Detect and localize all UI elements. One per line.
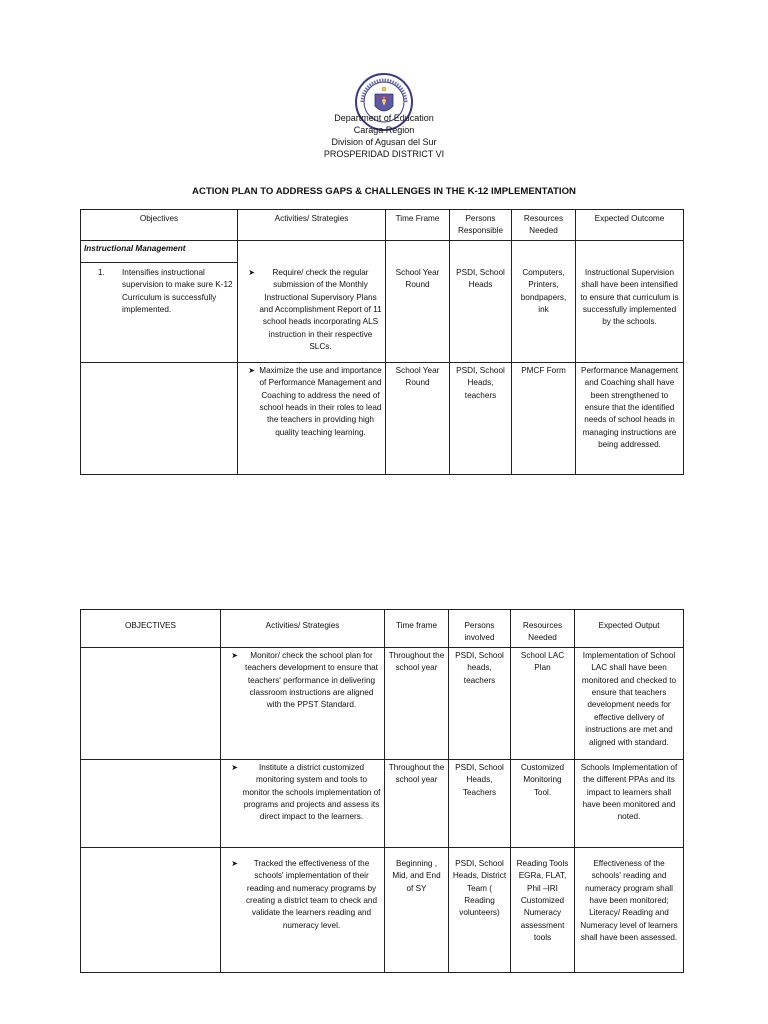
resources-cell: Computers, Printers, bondpapers, ink xyxy=(512,240,576,362)
header-region: Caraga Region xyxy=(353,125,415,135)
document-title: ACTION PLAN TO ADDRESS GAPS & CHALLENGES IN THE K-12 IMPLEMENTATION xyxy=(192,186,576,197)
table-row xyxy=(81,759,684,847)
persons-cell: PSDI, School heads, teachers xyxy=(449,647,511,759)
outcome-cell: Schools Implementation of the different PPAs and its impact to learners shall have been monitored and noted. xyxy=(575,759,684,847)
header-district: PROSPERIDAD DISTRICT VI xyxy=(323,149,445,159)
arrow-bullet-icon: ➤ xyxy=(231,858,238,868)
header-outcome: Expected Outcome xyxy=(576,210,684,241)
objective-cell xyxy=(81,647,221,759)
header-objectives: OBJECTIVES xyxy=(81,610,221,648)
time-frame-cell: School Year Round xyxy=(386,362,450,474)
time-frame-cell: Throughout the school year xyxy=(385,647,449,759)
outcome-cell: Implementation of School LAC shall have been monitored and checked to ensure that teachers development needs for effective delivery of instructions are met and aligned with standard. xyxy=(575,647,684,759)
header-resources: Resources Needed xyxy=(511,610,575,648)
persons-cell: PSDI, School Heads, teachers xyxy=(450,362,512,474)
time-frame-cell: School Year Round xyxy=(386,240,450,362)
header-time-frame: Time frame xyxy=(385,610,449,648)
resources-cell: School LAC Plan xyxy=(511,647,575,759)
header-time-frame: Time Frame xyxy=(386,210,450,241)
activity-cell: ➤ Require/ check the regular submission of the Monthly Instructional Supervisory Plans and Accomplishment Report of 11 school heads incorporating ALS instruction in their respective SLCs. xyxy=(238,240,386,362)
action-plan-table-1 xyxy=(80,209,684,475)
header-department: Department of Education xyxy=(334,113,434,123)
objective-cell xyxy=(81,847,221,972)
header-activities: Activities/ Strategies xyxy=(238,210,386,241)
time-frame-cell: Beginning , Mid, and End of SY xyxy=(385,847,449,972)
category-label: Instructional Management xyxy=(81,240,238,262)
arrow-bullet-icon: ➤ xyxy=(231,762,238,772)
header-resources: Resources Needed xyxy=(512,210,576,241)
table-header-row xyxy=(81,610,684,648)
resources-cell: PMCF Form xyxy=(512,362,576,474)
arrow-bullet-icon: ➤ xyxy=(248,267,255,277)
resources-cell: Customized Monitoring Tool. xyxy=(511,759,575,847)
persons-cell: PSDI, School Heads, District Team ( Reading volunteers) xyxy=(449,847,511,972)
document-header xyxy=(0,112,768,160)
header-persons: Persons involved xyxy=(449,610,511,648)
header-persons: Persons Responsible xyxy=(450,210,512,241)
outcome-cell: Instructional Supervision shall have been intensified to ensure that curriculum is successfully implemented by the schools. xyxy=(576,240,684,362)
persons-cell: PSDI, School Heads, Teachers xyxy=(449,759,511,847)
outcome-cell: Effectiveness of the schools' reading and numeracy program shall have been monitored; Literacy/ Reading and Numeracy level of learners shall have been assessed. xyxy=(575,847,684,972)
header-activities: Activities/ Strategies xyxy=(221,610,385,648)
arrow-bullet-icon: ➤ xyxy=(248,365,255,375)
time-frame-cell: Throughout the school year xyxy=(385,759,449,847)
table-header-row xyxy=(81,210,684,241)
objective-cell xyxy=(81,759,221,847)
table-row xyxy=(81,847,684,972)
action-plan-table-2 xyxy=(80,609,684,973)
category-row xyxy=(81,240,684,262)
header-outcome: Expected Output xyxy=(575,610,684,648)
header-objectives: Objectives xyxy=(81,210,238,241)
header-division: Division of Agusan del Sur xyxy=(331,137,437,147)
resources-cell: Reading Tools EGRa, FLAT, Phil –IRI Customized Numeracy assessment tools xyxy=(511,847,575,972)
outcome-cell: Performance Management and Coaching shall have been strengthened to ensure that the identified needs of school heads in managing instructions are being addressed. xyxy=(576,362,684,474)
activity-cell: ➤ Tracked the effectiveness of the schools' implementation of their reading and numeracy programs by creating a district team to check and validate the learners reading and numeracy level. xyxy=(221,847,385,972)
table-row xyxy=(81,362,684,474)
activity-cell: ➤ Maximize the use and importance of Performance Management and Coaching to address the need of school heads in their roles to lead the teachers in providing high quality teaching learning. xyxy=(238,362,386,474)
arrow-bullet-icon: ➤ xyxy=(231,650,238,660)
objective-text: Intensifies instructional supervision to make sure K-12 Curriculum is successfully implemented. xyxy=(122,267,233,315)
table-row xyxy=(81,647,684,759)
persons-cell: PSDI, School Heads xyxy=(450,240,512,362)
activity-cell: ➤ Institute a district customized monitoring system and tools to monitor the schools implementation of programs and projects and assess its direct impact to the learners. xyxy=(221,759,385,847)
objective-number: 1. xyxy=(98,267,105,277)
objective-cell xyxy=(81,362,238,474)
objective-cell xyxy=(81,262,238,362)
activity-cell: ➤ Monitor/ check the school plan for teachers development to ensure that teachers' performance in delivering classroom instructions are aligned with the PPST Standard. xyxy=(221,647,385,759)
